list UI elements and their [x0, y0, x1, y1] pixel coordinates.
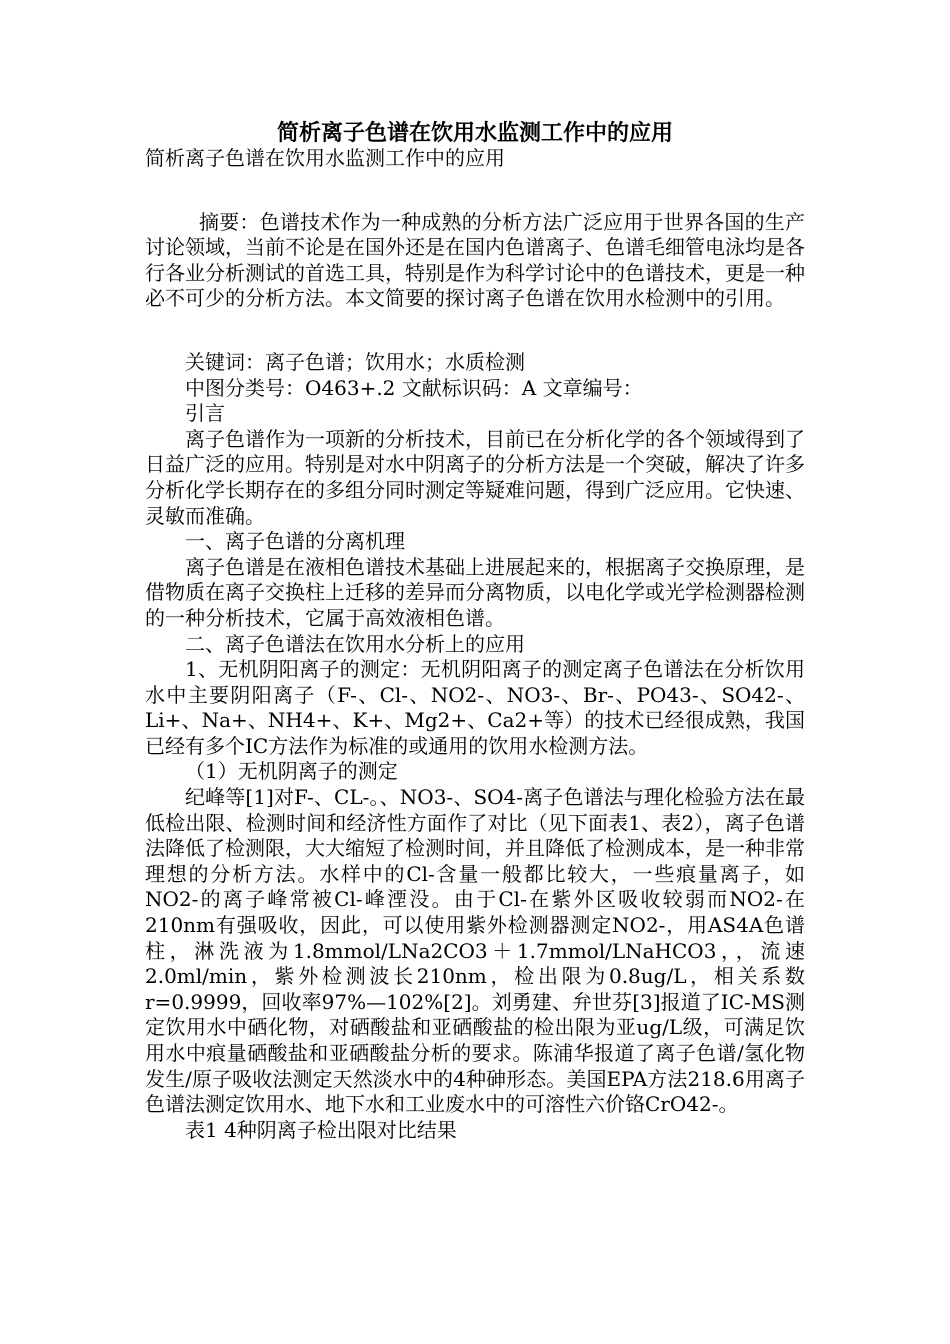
section1-paragraph: 离子色谱是在液相色谱技术基础上进展起来的，根据离子交换原理，是借物质在离子交换柱上迁移的差异而分离物质，以电化学或光学检测器检测的一种分析技术，它属于高效液相色谱。 — [145, 554, 805, 630]
keywords-line: 关键词：离子色谱；饮用水；水质检测 — [185, 349, 525, 374]
spacer — [145, 312, 805, 350]
subsection1-heading: （1）无机阴离子的测定 — [185, 759, 398, 784]
table1-caption: 表1 4种阴离子检出限对比结果 — [185, 1117, 457, 1142]
intro-paragraph: 离子色谱作为一项新的分析技术，目前已在分析化学的各个领域得到了日益广泛的应用。特别是对水中阴离子的分析方法是一个突破，解决了许多分析化学长期存在的多组分同时测定等疑难问题，得到广泛应用。它快速、灵敏而准确。 — [145, 426, 805, 528]
section1-heading: 一、离子色谱的分离机理 — [185, 529, 405, 554]
section2-paragraph: 1、无机阴阳离子的测定：无机阴阳离子的测定离子色谱法在分析饮用水中主要阴阳离子（F-、Cl-、NO2-、NO3-、Br-、PO43-、SO42-、Li+、Na+、NH4+、K+、Mg2+、Ca2+等）的技术已经很成熟，我国已经有多个IC方法作为标准的或通用的饮用水检测方法。 — [145, 657, 805, 758]
document-subtitle: 简析离子色谱在饮用水监测工作中的应用 — [145, 146, 505, 170]
abstract-paragraph: 摘要：色谱技术作为一种成熟的分析方法广泛应用于世界各国的生产讨论领域，当前不论是在国外还是在国内色谱离子、色谱毛细管电泳均是各行各业分析测试的首选工具，特别是作为科学讨论中的色谱技术，更是一种必不可少的分析方法。本文简要的探讨离子色谱在饮用水检测中的引用。 — [145, 209, 805, 311]
document-body — [145, 146, 805, 1143]
spacer — [145, 172, 805, 210]
section2-heading: 二、离子色谱法在饮用水分析上的应用 — [185, 631, 525, 656]
classification-line: 中图分类号：O463+.2 文献标识码：A 文章编号： — [185, 375, 643, 400]
intro-heading: 引言 — [185, 401, 225, 426]
subsection1-paragraph: 纪峰等[1]对F-、CL-。、NO3-、SO4-离子色谱法与理化检验方法在最低检出限、检测时间和经济性方面作了对比（见下面表1、表2），离子色谱法降低了检测限，大大缩短了检测时间，并且降低了检测成本，是一种非常理想的分析方法。水样中的Cl-含量一般都比较大，一些痕量离子，如NO2-的离子峰常被Cl-峰湮没。由于Cl-在紫外区吸收较弱而NO2-在210nm有强吸收，因此，可以使用紫外检测器测定NO2-，用AS4A色谱柱，淋洗液为1.8mmol/LNa2CO3＋1.7mmol/LNaHCO3，，流速2.0ml/min，紫外检测波长210nm，检出限为0.8ug/L，相关系数r=0.9999，回收率97%—102%[2]。刘勇建、弁世芬[3]报道了IC-MS测定饮用水中硒化物，对硒酸盐和亚硒酸盐的检出限为亚ug/L级，可满足饮用水中痕量硒酸盐和亚硒酸盐分析的要求。陈浦华报道了离子色谱/氢化物发生/原子吸收法测定天然淡水中的4种砷形态。美国EPA方法218.6用离子色谱法测定饮用水、地下水和工业废水中的可溶性六价铬CrO42-。 — [145, 785, 805, 1117]
document-title: 简析离子色谱在饮用水监测工作中的应用 — [276, 120, 673, 146]
